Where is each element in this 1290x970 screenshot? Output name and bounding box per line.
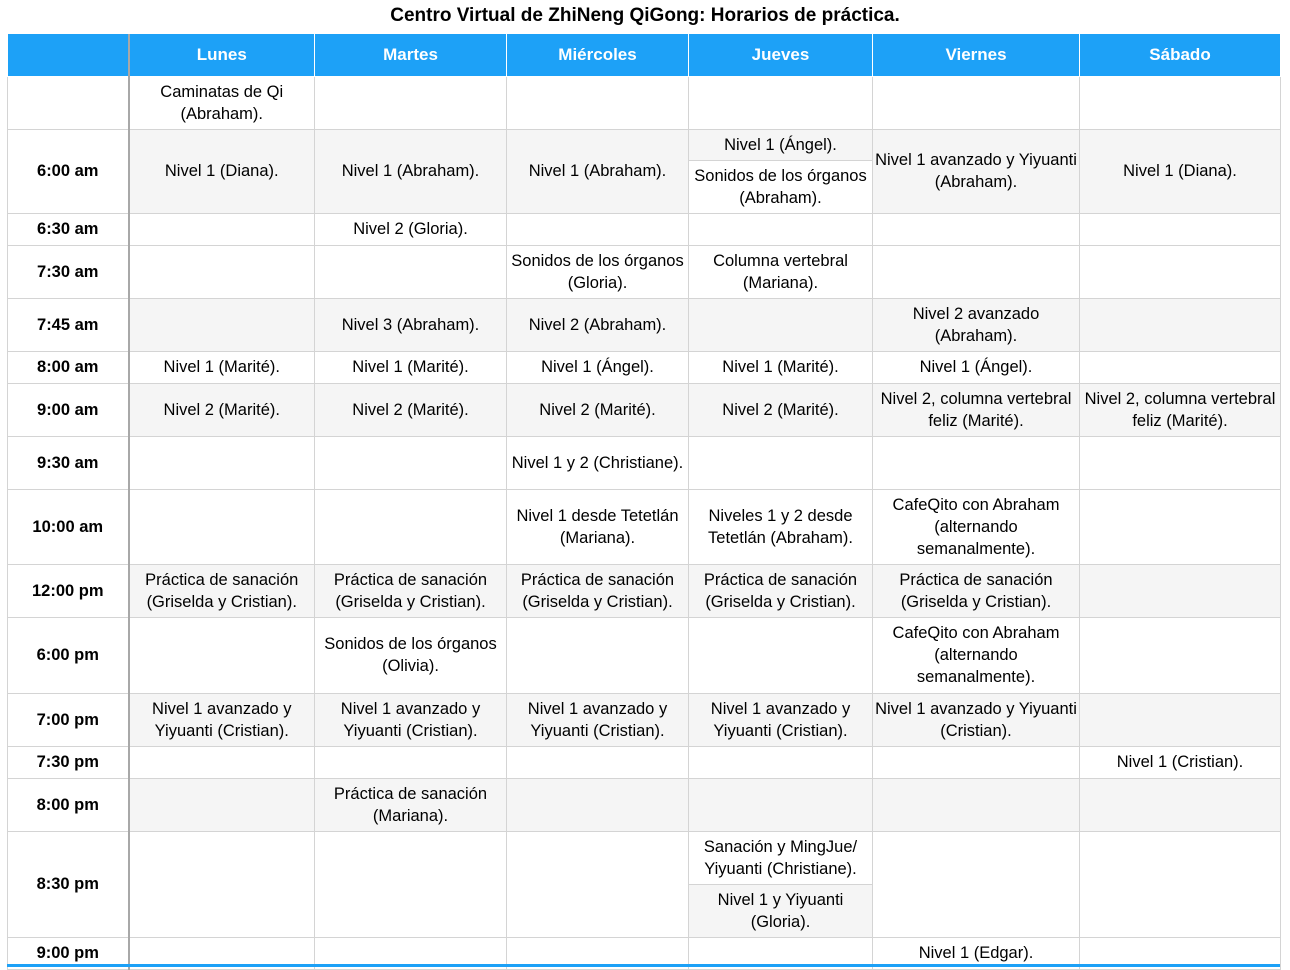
class-cell bbox=[315, 831, 507, 937]
class-cell: Nivel 1 (Ángel). bbox=[507, 351, 689, 383]
time-cell: 10:00 am bbox=[8, 489, 129, 564]
time-cell: 7:30 pm bbox=[8, 746, 129, 778]
class-cell: Nivel 1 (Edgar). bbox=[873, 937, 1080, 969]
class-cell: Sanación y MingJue/ Yiyuanti (Christiane). bbox=[689, 831, 873, 884]
class-cell: Nivel 2 (Marité). bbox=[315, 383, 507, 436]
class-cell bbox=[129, 617, 315, 693]
class-cell bbox=[129, 298, 315, 351]
class-cell: Nivel 1 avanzado y Yiyuanti (Abraham). bbox=[873, 129, 1080, 213]
class-cell: Práctica de sanación (Griselda y Cristian). bbox=[873, 564, 1080, 617]
table-row bbox=[8, 617, 1281, 693]
class-cell bbox=[873, 436, 1080, 489]
bottom-border bbox=[7, 964, 1280, 967]
class-cell bbox=[1080, 693, 1281, 746]
class-cell: Nivel 2, columna vertebral feliz (Marité). bbox=[1080, 383, 1281, 436]
class-cell: Columna vertebral (Mariana). bbox=[689, 245, 873, 298]
class-cell bbox=[1080, 351, 1281, 383]
class-cell: CafeQito con Abraham (alternando semanalmente). bbox=[873, 489, 1080, 564]
class-cell bbox=[689, 76, 873, 129]
class-cell bbox=[1080, 617, 1281, 693]
class-cell bbox=[689, 617, 873, 693]
class-cell: Nivel 1 avanzado y Yiyuanti (Cristian). bbox=[315, 693, 507, 746]
class-cell bbox=[315, 76, 507, 129]
time-cell: 9:00 am bbox=[8, 383, 129, 436]
class-cell: Caminatas de Qi (Abraham). bbox=[129, 76, 315, 129]
class-cell: Práctica de sanación (Griselda y Cristian). bbox=[507, 564, 689, 617]
class-cell: Práctica de sanación (Griselda y Cristian). bbox=[315, 564, 507, 617]
class-cell: Nivel 1 avanzado y Yiyuanti (Cristian). bbox=[507, 693, 689, 746]
table-row bbox=[8, 76, 1281, 129]
class-cell: Nivel 1 y 2 (Christiane). bbox=[507, 436, 689, 489]
class-cell: Nivel 1 avanzado y Yiyuanti (Cristian). bbox=[689, 693, 873, 746]
class-cell bbox=[507, 746, 689, 778]
table-row bbox=[8, 351, 1281, 383]
class-cell bbox=[1080, 213, 1281, 245]
page-title: Centro Virtual de ZhiNeng QiGong: Horarios de práctica. bbox=[390, 5, 900, 26]
class-cell bbox=[507, 76, 689, 129]
time-cell: 6:30 am bbox=[8, 213, 129, 245]
class-cell: CafeQito con Abraham (alternando semanalmente). bbox=[873, 617, 1080, 693]
class-cell: Sonidos de los órganos (Gloria). bbox=[507, 245, 689, 298]
table-row bbox=[8, 564, 1281, 617]
table-row bbox=[8, 213, 1281, 245]
table-row bbox=[8, 298, 1281, 351]
class-cell bbox=[129, 213, 315, 245]
time-cell bbox=[8, 76, 129, 129]
class-cell: Nivel 2 (Marité). bbox=[129, 383, 315, 436]
class-cell bbox=[873, 213, 1080, 245]
class-cell: Nivel 1 (Marité). bbox=[129, 351, 315, 383]
class-cell: Nivel 1 (Cristian). bbox=[1080, 746, 1281, 778]
time-cell: 7:30 am bbox=[8, 245, 129, 298]
time-cell: 12:00 pm bbox=[8, 564, 129, 617]
time-cell: 9:00 pm bbox=[8, 937, 129, 969]
table-row bbox=[8, 129, 1281, 160]
class-cell: Nivel 1 (Diana). bbox=[1080, 129, 1281, 213]
class-cell: Nivel 2, columna vertebral feliz (Marité). bbox=[873, 383, 1080, 436]
time-cell: 7:45 am bbox=[8, 298, 129, 351]
corner-header bbox=[8, 34, 129, 76]
time-cell: 6:00 pm bbox=[8, 617, 129, 693]
class-cell bbox=[129, 778, 315, 831]
schedule-table bbox=[7, 34, 1281, 970]
table-row bbox=[8, 831, 1281, 884]
class-cell bbox=[1080, 245, 1281, 298]
class-cell bbox=[689, 778, 873, 831]
time-cell: 6:00 am bbox=[8, 129, 129, 213]
table-row bbox=[8, 383, 1281, 436]
class-cell: Nivel 1 (Diana). bbox=[129, 129, 315, 213]
class-cell bbox=[873, 831, 1080, 937]
class-cell bbox=[1080, 436, 1281, 489]
class-cell: Sonidos de los órganos (Abraham). bbox=[689, 160, 873, 213]
class-cell bbox=[129, 489, 315, 564]
table-row bbox=[8, 245, 1281, 298]
class-cell bbox=[689, 213, 873, 245]
table-row bbox=[8, 436, 1281, 489]
day-header-jueves: Jueves bbox=[689, 34, 873, 76]
table-row bbox=[8, 489, 1281, 564]
time-cell: 7:00 pm bbox=[8, 693, 129, 746]
class-cell: Práctica de sanación (Griselda y Cristian). bbox=[129, 564, 315, 617]
class-cell: Práctica de sanación (Mariana). bbox=[315, 778, 507, 831]
class-cell: Nivel 2 (Marité). bbox=[507, 383, 689, 436]
class-cell bbox=[1080, 778, 1281, 831]
class-cell: Sonidos de los órganos (Olivia). bbox=[315, 617, 507, 693]
class-cell bbox=[873, 76, 1080, 129]
class-cell: Nivel 2 (Marité). bbox=[689, 383, 873, 436]
class-cell bbox=[689, 298, 873, 351]
class-cell: Nivel 2 avanzado (Abraham). bbox=[873, 298, 1080, 351]
class-cell: Nivel 2 (Abraham). bbox=[507, 298, 689, 351]
class-cell: Nivel 1 avanzado y Yiyuanti (Cristian). bbox=[129, 693, 315, 746]
class-cell bbox=[315, 746, 507, 778]
class-cell: Nivel 1 desde Tetetlán (Mariana). bbox=[507, 489, 689, 564]
class-cell bbox=[315, 489, 507, 564]
class-cell: Nivel 1 (Marité). bbox=[315, 351, 507, 383]
class-cell bbox=[129, 831, 315, 937]
class-cell bbox=[873, 245, 1080, 298]
class-cell bbox=[507, 617, 689, 693]
class-cell bbox=[315, 245, 507, 298]
class-cell bbox=[507, 831, 689, 937]
class-cell bbox=[1080, 831, 1281, 937]
class-cell bbox=[873, 746, 1080, 778]
day-header-miercoles: Miércoles bbox=[507, 34, 689, 76]
class-cell: Nivel 1 y Yiyuanti (Gloria). bbox=[689, 884, 873, 937]
time-cell: 8:00 am bbox=[8, 351, 129, 383]
class-cell: Nivel 1 (Ángel). bbox=[689, 129, 873, 160]
class-cell bbox=[129, 245, 315, 298]
class-cell: Nivel 1 avanzado y Yiyuanti (Cristian). bbox=[873, 693, 1080, 746]
class-cell bbox=[507, 778, 689, 831]
class-cell bbox=[315, 436, 507, 489]
class-cell: Niveles 1 y 2 desde Tetetlán (Abraham). bbox=[689, 489, 873, 564]
class-cell: Nivel 1 (Marité). bbox=[689, 351, 873, 383]
header-row bbox=[8, 34, 1281, 76]
class-cell: Nivel 2 (Gloria). bbox=[315, 213, 507, 245]
class-cell bbox=[129, 746, 315, 778]
class-cell: Práctica de sanación (Griselda y Cristian). bbox=[689, 564, 873, 617]
class-cell: Nivel 1 (Abraham). bbox=[315, 129, 507, 213]
table-row bbox=[8, 693, 1281, 746]
table-row bbox=[8, 778, 1281, 831]
class-cell: Nivel 1 (Ángel). bbox=[873, 351, 1080, 383]
time-cell: 8:30 pm bbox=[8, 831, 129, 937]
day-header-lunes: Lunes bbox=[129, 34, 315, 76]
day-header-sabado: Sábado bbox=[1080, 34, 1281, 76]
class-cell: Nivel 1 (Abraham). bbox=[507, 129, 689, 213]
day-header-martes: Martes bbox=[315, 34, 507, 76]
class-cell bbox=[689, 436, 873, 489]
class-cell bbox=[1080, 76, 1281, 129]
class-cell: Nivel 3 (Abraham). bbox=[315, 298, 507, 351]
class-cell bbox=[129, 436, 315, 489]
class-cell bbox=[1080, 489, 1281, 564]
class-cell bbox=[1080, 564, 1281, 617]
day-header-viernes: Viernes bbox=[873, 34, 1080, 76]
class-cell bbox=[1080, 298, 1281, 351]
class-cell bbox=[689, 746, 873, 778]
time-cell: 8:00 pm bbox=[8, 778, 129, 831]
table-row bbox=[8, 746, 1281, 778]
time-cell: 9:30 am bbox=[8, 436, 129, 489]
class-cell bbox=[507, 213, 689, 245]
class-cell bbox=[873, 778, 1080, 831]
